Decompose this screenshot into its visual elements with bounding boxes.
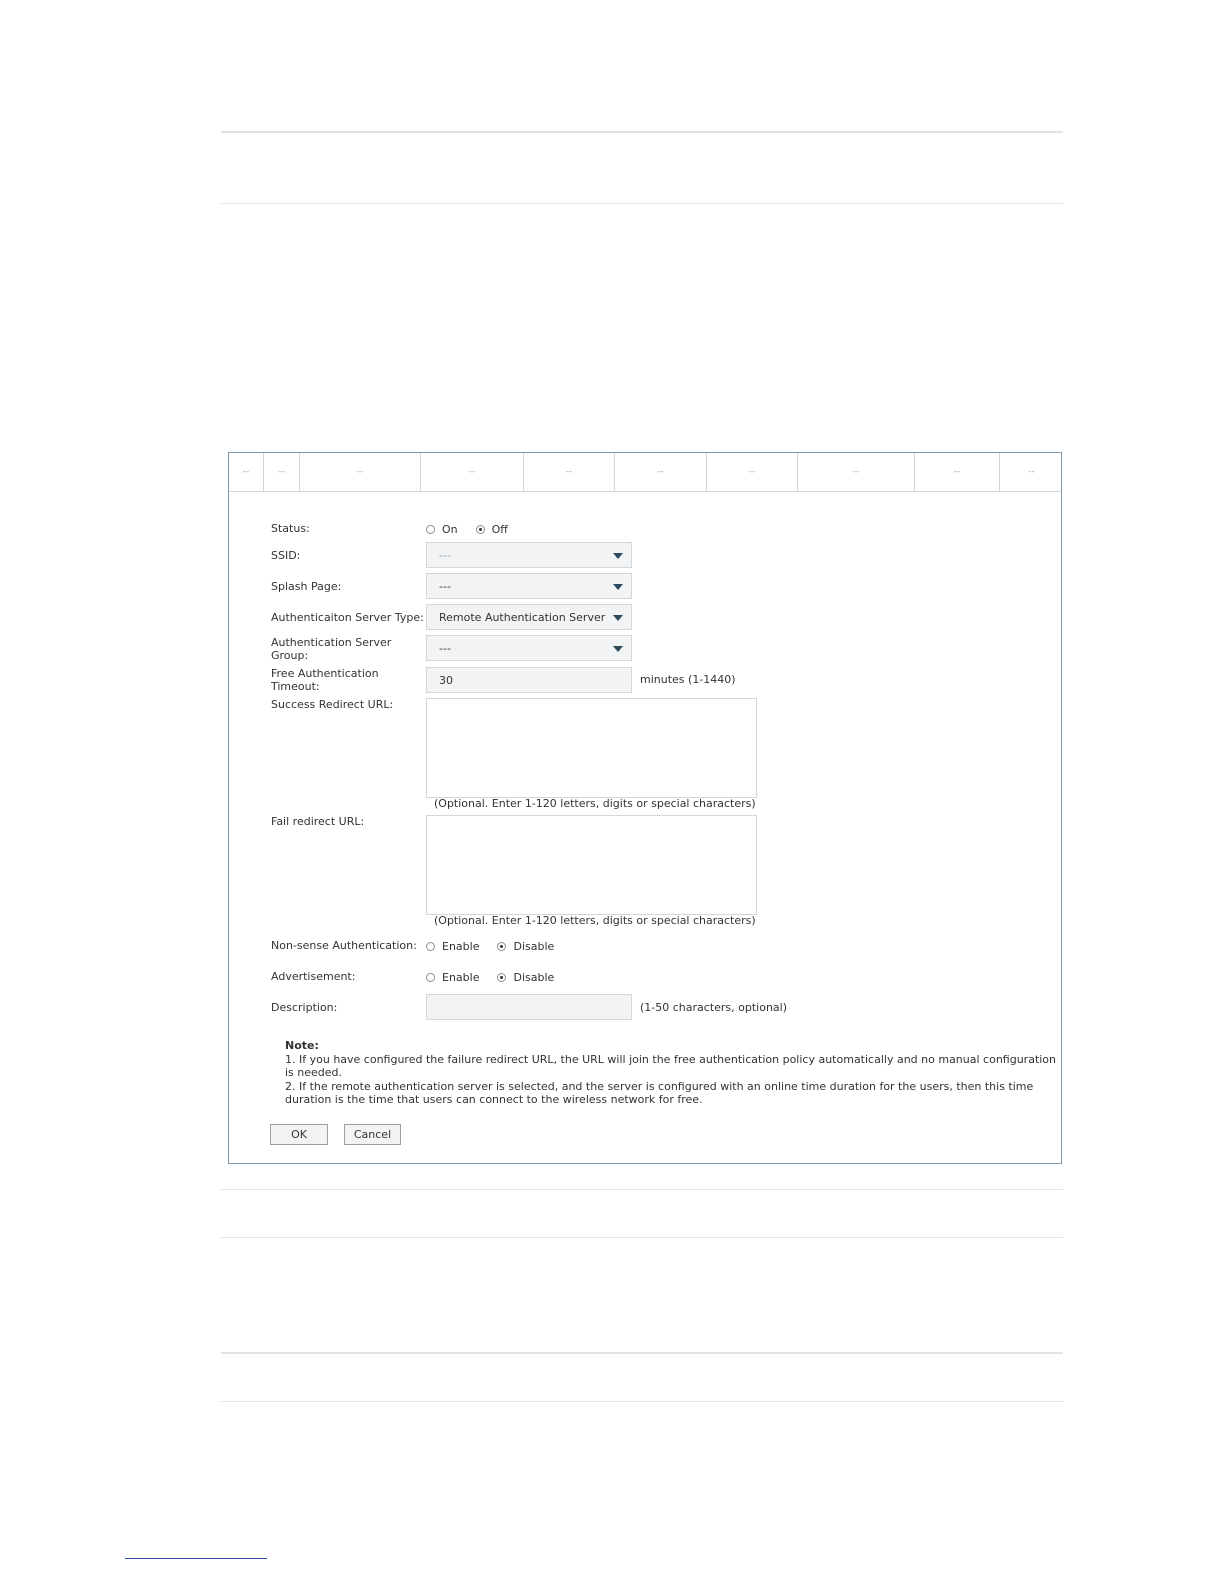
ssid-label: SSID: — [271, 549, 301, 562]
advertisement-radio-group — [426, 970, 572, 984]
success-redirect-hint: (Optional. Enter 1-120 letters, digits or special characters) — [434, 797, 756, 810]
non-sense-auth-radio-group — [426, 939, 572, 953]
auth-server-group-select[interactable] — [426, 635, 632, 661]
ssid-value: --- — [439, 548, 451, 562]
note-block — [285, 1039, 1061, 1107]
page-rule — [221, 1352, 1063, 1354]
free-auth-timeout-value: 30 — [439, 673, 453, 687]
auth-server-group-label — [271, 636, 391, 662]
free-auth-timeout-label-line2: Timeout: — [271, 680, 320, 693]
advertisement-disable-option[interactable] — [497, 971, 554, 984]
status-off-option[interactable] — [476, 523, 508, 536]
page-rule-top — [221, 131, 1063, 133]
splash-page-label: Splash Page: — [271, 580, 342, 593]
splash-page-select[interactable] — [426, 573, 632, 599]
non-sense-auth-enable-radio[interactable] — [426, 942, 435, 951]
ok-button[interactable]: OK — [270, 1124, 328, 1145]
fail-redirect-hint: (Optional. Enter 1-120 letters, digits or special characters) — [434, 914, 756, 927]
table-header-cell: -- — [615, 453, 707, 491]
status-on-option[interactable] — [426, 523, 458, 536]
portal-config-panel — [228, 452, 1062, 1164]
free-auth-timeout-label-line1: Free Authentication — [271, 667, 379, 680]
auth-server-group-label-line1: Authentication Server — [271, 636, 392, 649]
chevron-down-icon — [613, 584, 623, 590]
description-hint: (1-50 characters, optional) — [640, 1001, 788, 1014]
table-header-cell: -- — [524, 453, 615, 491]
table-header-cell: -- — [264, 453, 300, 491]
page-rule — [221, 1401, 1063, 1402]
advertisement-enable-label: Enable — [442, 970, 480, 984]
table-header-cell: -- — [798, 453, 915, 491]
status-off-label: Off — [491, 522, 508, 536]
page-rule — [221, 203, 1063, 204]
fail-redirect-label: Fail redirect URL: — [271, 815, 365, 828]
table-header-cell: -- — [915, 453, 1000, 491]
table-header-cell: -- — [1028, 467, 1035, 477]
free-auth-timeout-input[interactable] — [426, 667, 632, 693]
advertisement-enable-radio[interactable] — [426, 973, 435, 982]
chevron-down-icon — [613, 615, 623, 621]
auth-server-group-label-line2: Group: — [271, 649, 309, 662]
status-label: Status: — [271, 522, 310, 535]
note-line-2: 2. If the remote authentication server is selected, and the server is configured with an online time duration for the users, then this time duration is the time that users can connect to the wireless network for free. — [285, 1079, 1034, 1106]
page-rule — [221, 1237, 1063, 1238]
free-auth-timeout-label — [271, 667, 379, 693]
auth-server-group-value: --- — [439, 641, 451, 655]
description-input[interactable] — [426, 994, 632, 1020]
table-header-row — [229, 453, 1061, 492]
non-sense-auth-disable-option[interactable] — [497, 940, 554, 953]
description-label: Description: — [271, 1001, 338, 1014]
splash-page-value: --- — [439, 579, 451, 593]
fail-redirect-textarea[interactable] — [426, 815, 757, 915]
status-off-radio[interactable] — [476, 525, 485, 534]
status-radio-group — [426, 522, 526, 536]
table-header-cell: -- — [421, 453, 524, 491]
table-header-cell: -- — [707, 453, 798, 491]
chevron-down-icon — [613, 646, 623, 652]
advertisement-disable-radio[interactable] — [497, 973, 506, 982]
non-sense-auth-enable-label: Enable — [442, 939, 480, 953]
chevron-down-icon — [613, 553, 623, 559]
auth-server-type-label: Authenticaiton Server Type: — [271, 611, 424, 624]
note-line-1: 1. If you have configured the failure redirect URL, the URL will join the free authentication policy automatically and no manual configuration is needed. — [285, 1052, 1057, 1079]
footnote-separator — [125, 1558, 267, 1559]
non-sense-auth-label: Non-sense Authentication: — [271, 939, 417, 952]
non-sense-auth-enable-option[interactable] — [426, 940, 479, 953]
non-sense-auth-disable-radio[interactable] — [497, 942, 506, 951]
auth-server-type-value: Remote Authentication Server — [439, 610, 606, 624]
advertisement-label: Advertisement: — [271, 970, 356, 983]
table-header-cell: -- — [300, 453, 421, 491]
advertisement-enable-option[interactable] — [426, 971, 479, 984]
non-sense-auth-disable-label: Disable — [513, 939, 555, 953]
free-auth-timeout-hint: minutes (1-1440) — [640, 673, 736, 686]
success-redirect-textarea[interactable] — [426, 698, 757, 798]
auth-server-type-select[interactable] — [426, 604, 632, 630]
success-redirect-label: Success Redirect URL: — [271, 698, 394, 711]
cancel-button[interactable]: Cancel — [344, 1124, 401, 1145]
advertisement-disable-label: Disable — [513, 970, 555, 984]
status-on-radio[interactable] — [426, 525, 435, 534]
table-header-cell: -- — [229, 453, 264, 491]
ssid-select[interactable] — [426, 542, 632, 568]
note-title: Note: — [285, 1039, 319, 1052]
status-on-label: On — [442, 522, 458, 536]
page-rule — [221, 1189, 1063, 1190]
